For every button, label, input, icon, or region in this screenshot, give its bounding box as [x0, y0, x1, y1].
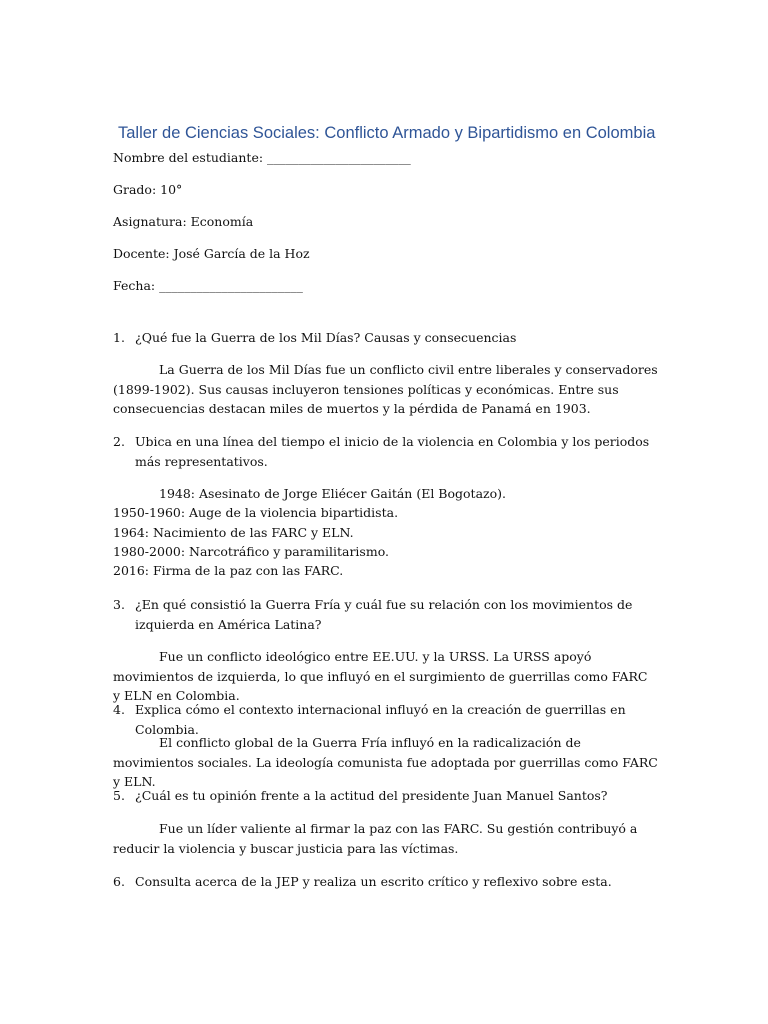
timeline-item: 2016: Firma de la paz con las FARC. — [113, 563, 344, 579]
grade-field: Grado: 10° — [113, 182, 183, 197]
question-3 — [113, 595, 653, 635]
timeline-item: 1950-1960: Auge de la violencia bipartidista. — [113, 505, 399, 521]
question-text: ¿Qué fue la Guerra de los Mil Días? Causas y consecuencias — [135, 330, 517, 345]
subject-field: Asignatura: Economía — [113, 214, 254, 229]
timeline — [113, 484, 658, 580]
timeline-item: 1948: Asesinato de Jorge Eliécer Gaitán (El Bogotazo). — [159, 486, 506, 501]
document-title: Taller de Ciencias Sociales: Conflicto Armado y Bipartidismo en Colombia — [118, 124, 656, 142]
date-field: Fecha: _______________________ — [113, 278, 303, 293]
question-number: 3. — [113, 597, 125, 612]
timeline-item: 1964: Nacimiento de las FARC y ELN. — [113, 524, 354, 540]
question-number: 1. — [113, 330, 125, 345]
question-2 — [113, 432, 653, 472]
student-name-field: Nombre del estudiante: _______________________ — [113, 150, 411, 165]
question-1 — [113, 328, 653, 348]
teacher-field: Docente: José García de la Hoz — [113, 246, 310, 261]
answer-5: Fue un líder valiente al firmar la paz con las FARC. Su gestión contribuyó a reducir la violencia y buscar justicia para las víctimas. — [113, 821, 638, 856]
question-text: ¿Cuál es tu opinión frente a la actitud del presidente Juan Manuel Santos? — [135, 788, 608, 803]
question-text: Explica cómo el contexto internacional influyó en la creación de guerrillas en Colombia. — [135, 702, 626, 737]
timeline-item: 1980-2000: Narcotráfico y paramilitarismo. — [113, 543, 389, 559]
question-number: 5. — [113, 788, 125, 803]
answer-1: La Guerra de los Mil Días fue un conflicto civil entre liberales y conservadores (1899-1902). Sus causas incluyeron tensiones políticas y económicas. Entre sus consecuencias destacan miles de muertos y la pérdida de Panamá en 1903. — [113, 362, 658, 416]
question-text: Consulta acerca de la JEP y realiza un escrito crítico y reflexivo sobre esta. — [135, 874, 612, 889]
question-number: 2. — [113, 434, 125, 449]
question-text: Ubica en una línea del tiempo el inicio de la violencia en Colombia y los periodos más representativos. — [135, 434, 650, 469]
question-6 — [113, 872, 653, 892]
answer-3: Fue un conflicto ideológico entre EE.UU. y la URSS. La URSS apoyó movimientos de izquierda, lo que influyó en el surgimiento de guerrillas como FARC y ELN en Colombia. — [113, 649, 648, 703]
question-5 — [113, 786, 653, 806]
answer-4: El conflicto global de la Guerra Fría influyó en la radicalización de movimientos sociales. La ideología comunista fue adoptada por guerrillas como FARC y ELN. — [113, 735, 658, 789]
question-number: 4. — [113, 702, 125, 717]
question-number: 6. — [113, 874, 125, 889]
question-text: ¿En qué consistió la Guerra Fría y cuál fue su relación con los movimientos de izquierda en América Latina? — [135, 597, 633, 632]
